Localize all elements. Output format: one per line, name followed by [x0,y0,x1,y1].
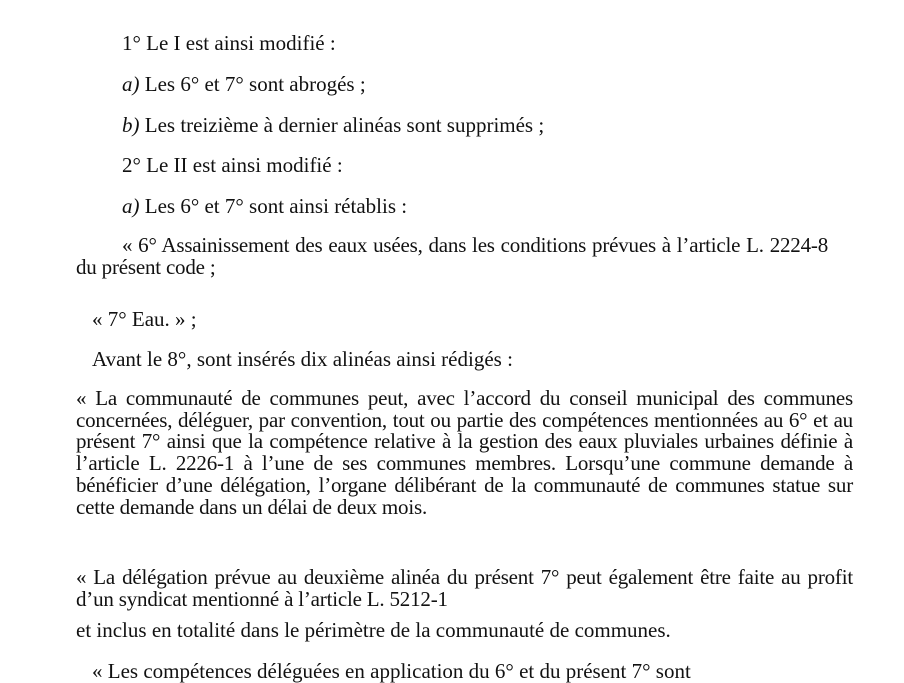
paragraph-5 [122,194,407,218]
paragraph-text: Les 6° et 7° sont abrogés ; [139,72,366,96]
list-marker: b) [122,113,140,137]
paragraph-text: Les 6° et 7° sont ainsi rétablis : [139,194,408,218]
paragraph-1: 1° Le I est ainsi modifié : [122,31,336,55]
paragraph-10: « La délégation prévue au deuxième alinéa du présent 7° peut également être faite au profit d’un syndicat mentionné à l’article L. 5212-1 [76,565,853,611]
paragraph-11: et inclus en totalité dans le périmètre de la communauté de communes. [76,618,671,642]
paragraph-6: « 6° Assainissement des eaux usées, dans les conditions prévues à l’article L. 2224-8 du présent code ; [76,233,828,279]
paragraph-2 [122,72,366,96]
paragraph-12: « Les compétences déléguées en application du 6° et du présent 7° sont [92,659,691,683]
paragraph-9: « La communauté de communes peut, avec l’accord du conseil municipal des communes concernées, déléguer, par convention, tout ou partie des compétences mentionnées au 6° et au présent 7° ainsi que la compétence relative à la gestion des eaux pluviales urbaines définie à l’article L. 2226-1 à l’une de ses communes membres. Lorsqu’une commune demande à bénéficier d’une délégation, l’organe délibérant de la communauté de communes statue sur cette demande dans un délai de deux mois. [76,386,853,519]
list-marker: a) [122,194,140,218]
list-marker: a) [122,72,140,96]
paragraph-4: 2° Le II est ainsi modifié : [122,153,343,177]
paragraph-7: « 7° Eau. » ; [92,307,197,331]
paragraph-3 [122,113,544,137]
paragraph-8: Avant le 8°, sont insérés dix alinéas ainsi rédigés : [92,347,513,371]
paragraph-text: Les treizième à dernier alinéas sont supprimés ; [139,113,545,137]
